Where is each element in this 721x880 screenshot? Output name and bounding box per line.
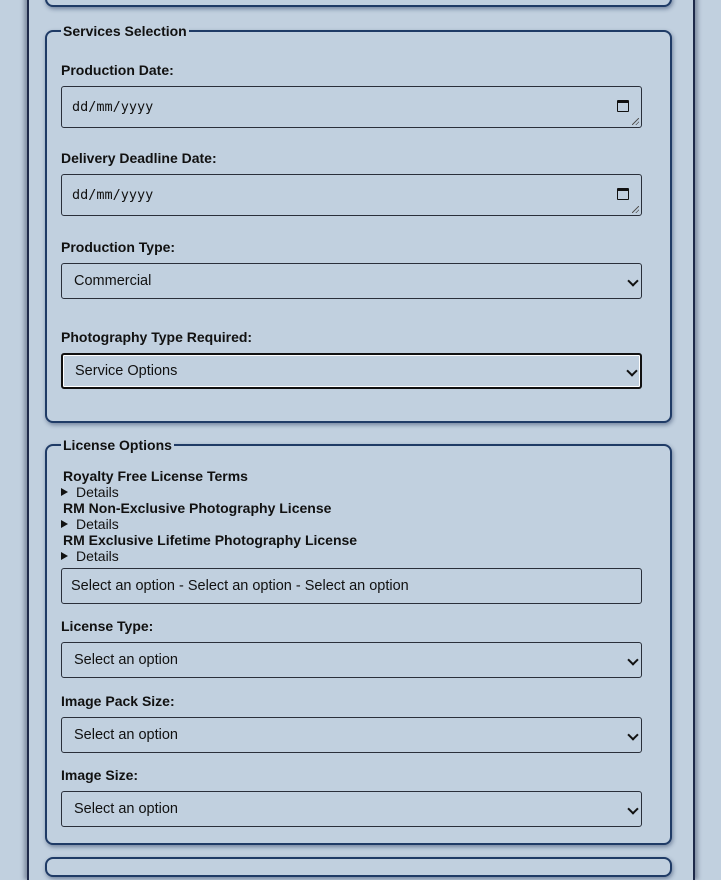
chevron-down-icon bbox=[627, 275, 638, 286]
next-fieldset bbox=[45, 857, 672, 877]
photography-type-select[interactable] bbox=[61, 353, 642, 389]
details-label: Details bbox=[76, 548, 119, 564]
image-pack-size-value: Select an option bbox=[74, 727, 178, 743]
disclosure-triangle-icon bbox=[61, 488, 68, 496]
rm-nonexclusive-title: RM Non-Exclusive Photography License bbox=[63, 500, 332, 516]
details-label: Details bbox=[76, 516, 119, 532]
royalty-free-details-toggle[interactable] bbox=[61, 484, 119, 500]
delivery-date-input[interactable] bbox=[61, 174, 642, 216]
resize-grip-icon[interactable] bbox=[632, 118, 639, 125]
calendar-icon[interactable] bbox=[617, 188, 629, 200]
rm-exclusive-details-toggle[interactable] bbox=[61, 548, 119, 564]
details-label: Details bbox=[76, 484, 119, 500]
resize-grip-icon[interactable] bbox=[632, 206, 639, 213]
production-date-label: Production Date: bbox=[61, 62, 174, 78]
license-type-label: License Type: bbox=[61, 618, 154, 634]
license-type-value: Select an option bbox=[74, 652, 178, 668]
disclosure-triangle-icon bbox=[61, 520, 68, 528]
license-summary-field[interactable]: Select an option - Select an option - Select an option bbox=[61, 568, 642, 604]
chevron-down-icon bbox=[626, 365, 637, 376]
rm-nonexclusive-details-toggle[interactable] bbox=[61, 516, 119, 532]
production-type-select[interactable] bbox=[61, 263, 642, 299]
royalty-free-title: Royalty Free License Terms bbox=[63, 468, 248, 484]
production-date-placeholder: dd/mm/yyyy bbox=[72, 99, 154, 115]
photography-type-value: Service Options bbox=[75, 363, 178, 379]
image-pack-size-select[interactable] bbox=[61, 717, 642, 753]
image-size-select[interactable] bbox=[61, 791, 642, 827]
license-type-select[interactable] bbox=[61, 642, 642, 678]
license-fieldset bbox=[45, 437, 672, 845]
license-legend: License Options bbox=[63, 437, 172, 453]
image-size-value: Select an option bbox=[74, 801, 178, 817]
delivery-date-label: Delivery Deadline Date: bbox=[61, 150, 217, 166]
disclosure-triangle-icon bbox=[61, 552, 68, 560]
production-type-label: Production Type: bbox=[61, 239, 176, 255]
rm-exclusive-title: RM Exclusive Lifetime Photography License bbox=[63, 532, 358, 548]
previous-fieldset bbox=[45, 0, 672, 7]
services-fieldset bbox=[45, 23, 672, 423]
production-type-value: Commercial bbox=[74, 273, 152, 289]
production-date-input[interactable] bbox=[61, 86, 642, 128]
image-size-label: Image Size: bbox=[61, 767, 139, 783]
chevron-down-icon bbox=[627, 729, 638, 740]
calendar-icon[interactable] bbox=[617, 100, 629, 112]
chevron-down-icon bbox=[627, 654, 638, 665]
photography-type-label: Photography Type Required: bbox=[61, 329, 253, 345]
services-legend: Services Selection bbox=[63, 23, 187, 39]
image-pack-size-label: Image Pack Size: bbox=[61, 693, 175, 709]
delivery-date-placeholder: dd/mm/yyyy bbox=[72, 187, 154, 203]
chevron-down-icon bbox=[627, 803, 638, 814]
